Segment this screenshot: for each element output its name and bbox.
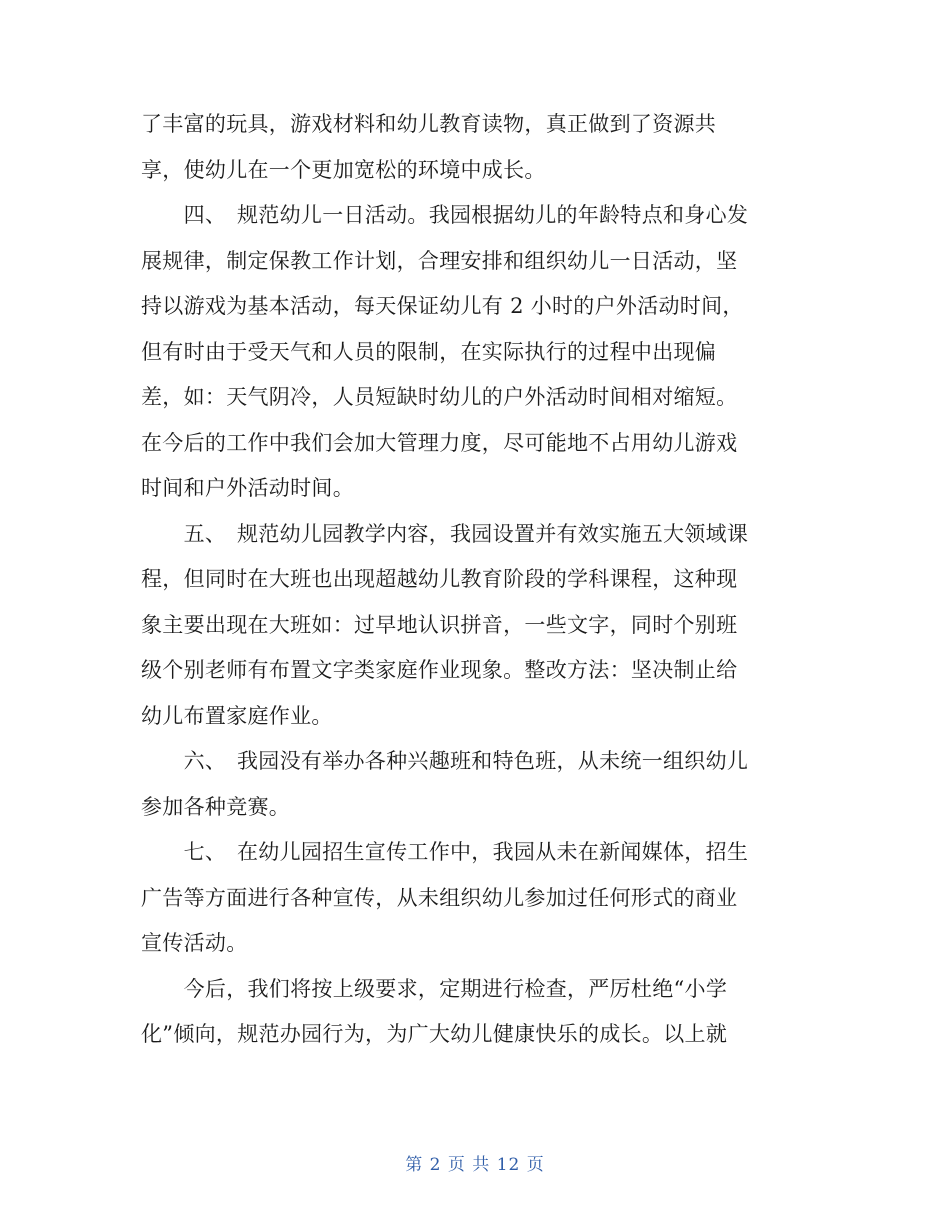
text-line: 享，使幼儿在一个更加宽松的环境中成长。 — [141, 157, 546, 182]
page-number-footer: 第 2 页 共 12 页 — [405, 1155, 545, 1175]
text-line: 级个别老师有布置文字类家庭作业现象。整改方法：坚决制止给 — [141, 658, 738, 682]
text-line: 差，如：天气阴冷，人员短缺时幼儿的户外活动时间相对缩短。 — [141, 385, 738, 409]
text-line: 宣传活动。 — [141, 931, 248, 955]
text-line: 在今后的工作中我们会加大管理力度，尽可能地不占用幼儿游戏 — [141, 430, 738, 455]
text-line: 化”倾向，规范办园行为，为广大幼儿健康快乐的成长。以上就 — [141, 1022, 728, 1046]
text-line: 四、 规范幼儿一日活动。我园根据幼儿的年龄特点和身心发 — [141, 203, 749, 227]
body-text — [141, 102, 811, 1058]
text-line: 参加各种竞赛。 — [141, 794, 291, 819]
text-line: 六、 我园没有举办各种兴趣班和特色班，从未统一组织幼儿 — [141, 749, 749, 773]
text-line: 展规律，制定保教工作计划，合理安排和组织幼儿一日活动，坚 — [141, 248, 738, 273]
text-line: 五、 规范幼儿园教学内容，我园设置并有效实施五大领域课 — [141, 521, 749, 546]
text-line: 广告等方面进行各种宣传，从未组织幼儿参加过任何形式的商业 — [141, 885, 738, 910]
text-line: 七、 在幼儿园招生宣传工作中，我园从未在新闻媒体，招生 — [141, 840, 749, 864]
text-line: 持以游戏为基本活动，每天保证幼儿有 2 小时的户外活动时间， — [141, 294, 744, 318]
text-line: 了丰富的玩具，游戏材料和幼儿教育读物，真正做到了资源共 — [141, 112, 717, 136]
text-line: 象主要出现在大班如：过早地认识拼音，一些文字，同时个别班 — [141, 612, 738, 637]
text-line: 但有时由于受天气和人员的限制，在实际执行的过程中出现偏 — [141, 339, 717, 364]
text-line: 程，但同时在大班也出现超越幼儿教育阶段的学科课程，这种现 — [141, 567, 738, 591]
text-line: 幼儿布置家庭作业。 — [141, 703, 333, 728]
text-line: 今后，我们将按上级要求，定期进行检查，严厉杜绝“小学 — [141, 976, 728, 1001]
text-line: 时间和户外活动时间。 — [141, 476, 354, 500]
